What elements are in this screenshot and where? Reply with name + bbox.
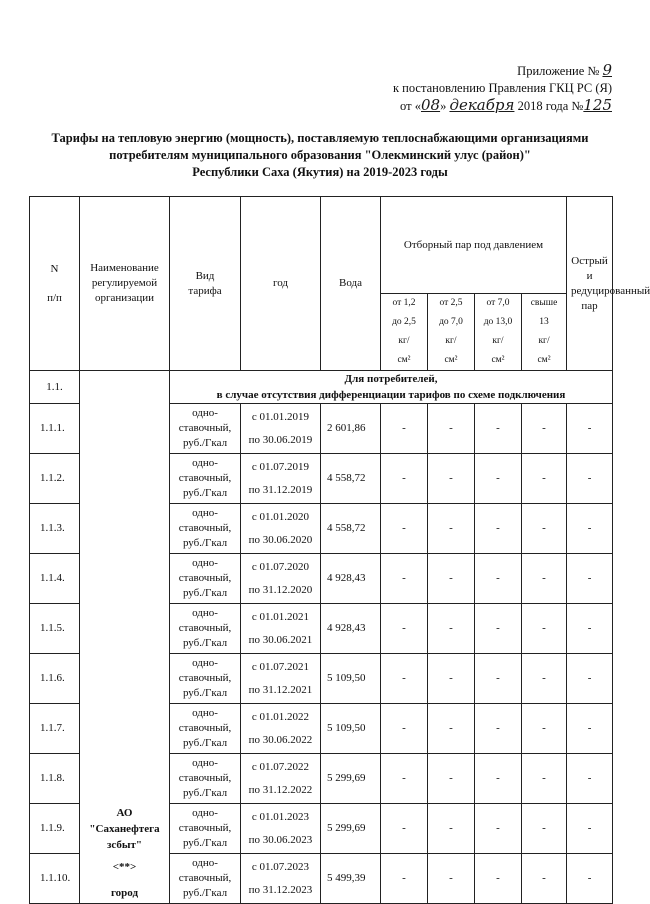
empty-tariff-dash: -: [381, 404, 428, 454]
tariff-type-line-2: ставочный,: [178, 422, 232, 434]
empty-tariff-dash: -: [475, 604, 522, 654]
section-num: 1.1.: [30, 371, 80, 404]
empty-tariff-dash: -: [475, 554, 522, 604]
p3-c: кг/: [492, 336, 504, 346]
row-number: 1.1.3.: [30, 504, 80, 554]
tariff-type-line-1: одно-: [192, 607, 218, 619]
period-to: по 30.06.2022: [248, 733, 313, 746]
tariff-type-cell: [170, 554, 241, 604]
tariff-type-line-1: одно-: [192, 657, 218, 669]
tariff-type-line-3: руб./Гкал: [182, 837, 228, 849]
row-number: 1.1.6.: [30, 654, 80, 704]
water-value: 4 558,72: [321, 504, 381, 554]
empty-tariff-dash: -: [428, 804, 475, 854]
p3-a: от 7,0: [486, 298, 510, 308]
p3-d: см²: [491, 355, 505, 365]
empty-tariff-dash: -: [522, 404, 567, 454]
org-line-1: АО: [116, 807, 133, 819]
water-value: 2 601,86: [321, 404, 381, 454]
empty-tariff-dash: -: [567, 454, 613, 504]
period-from: с 01.07.2022: [251, 760, 310, 773]
p4-c: кг/: [538, 336, 550, 346]
empty-tariff-dash: -: [428, 704, 475, 754]
period-from: с 01.01.2022: [251, 710, 310, 723]
empty-tariff-dash: -: [475, 504, 522, 554]
title-line-3: Республики Саха (Якутия) на 2019-2023 годы: [192, 165, 448, 179]
appendix-line-1: [393, 62, 612, 80]
period-cell: [241, 704, 321, 754]
table-body: [30, 371, 613, 904]
empty-tariff-dash: -: [381, 454, 428, 504]
row-number: 1.1.9.: [30, 804, 80, 854]
tariff-type-line-3: руб./Гкал: [182, 537, 228, 549]
tariff-type-cell: [170, 604, 241, 654]
appendix-line-3: [393, 97, 612, 115]
period-from: с 01.01.2020: [251, 510, 310, 523]
p2-d: см²: [444, 355, 458, 365]
empty-tariff-dash: -: [522, 854, 567, 904]
period-to: по 31.12.2020: [248, 583, 313, 596]
period-to: по 31.12.2022: [248, 783, 313, 796]
period-cell: [241, 454, 321, 504]
empty-tariff-dash: -: [381, 504, 428, 554]
tariff-type-line-1: одно-: [192, 557, 218, 569]
period-to: по 30.06.2023: [248, 833, 313, 846]
tariff-type-line-3: руб./Гкал: [182, 637, 228, 649]
empty-tariff-dash: -: [567, 504, 613, 554]
appendix-from: от «: [400, 99, 421, 113]
period-cell: [241, 654, 321, 704]
tariff-type-cell: [170, 854, 241, 904]
appendix-line-2: к постановлению Правления ГКЦ РС (Я): [392, 81, 612, 95]
period-from: с 01.07.2021: [251, 660, 310, 673]
header-water: Вода: [321, 197, 381, 371]
header-tariff-type: Вид тарифа: [170, 197, 241, 371]
org-line-5: город: [110, 887, 139, 899]
header-steam-group: Отборный пар под давлением: [381, 197, 567, 294]
empty-tariff-dash: -: [567, 804, 613, 854]
row-number: 1.1.10.: [30, 854, 80, 904]
org-line-3: зсбыт": [106, 839, 143, 851]
empty-tariff-dash: -: [475, 754, 522, 804]
period-cell: [241, 404, 321, 454]
tariff-type-line-3: руб./Гкал: [182, 487, 228, 499]
period-cell: [241, 604, 321, 654]
tariff-type-line-3: руб./Гкал: [182, 787, 228, 799]
empty-tariff-dash: -: [475, 704, 522, 754]
appendix-label: Приложение №: [517, 64, 600, 78]
empty-tariff-dash: -: [567, 704, 613, 754]
empty-tariff-dash: -: [381, 804, 428, 854]
tariff-type-line-2: ставочный,: [178, 872, 232, 884]
period-to: по 30.06.2019: [248, 433, 313, 446]
appendix-month-handwritten: декабря: [449, 96, 515, 114]
period-to: по 31.12.2019: [248, 483, 313, 496]
period-to: по 30.06.2020: [248, 533, 313, 546]
period-from: с 01.01.2023: [251, 810, 310, 823]
p4-a: свыше: [530, 298, 558, 308]
row-number: 1.1.2.: [30, 454, 80, 504]
header-pressure-4: [522, 294, 567, 371]
title-line-2: потребителям муниципального образования "Олекминский улус (район)": [109, 148, 531, 162]
appendix-number-handwritten: 9: [602, 61, 612, 79]
empty-tariff-dash: -: [381, 604, 428, 654]
p2-c: кг/: [445, 336, 457, 346]
tariff-type-cell: [170, 404, 241, 454]
period-from: с 01.01.2019: [251, 410, 310, 423]
water-value: 4 558,72: [321, 454, 381, 504]
p1-b: до 2,5: [392, 317, 416, 327]
empty-tariff-dash: -: [381, 704, 428, 754]
tariff-table: [29, 196, 650, 904]
tariff-type-line-2: ставочный,: [178, 672, 232, 684]
p4-d: см²: [537, 355, 551, 365]
empty-tariff-dash: -: [522, 454, 567, 504]
tariff-type-cell: [170, 504, 241, 554]
p2-a: от 2,5: [439, 298, 463, 308]
section-row-top: [30, 371, 613, 388]
p1-d: см²: [397, 355, 411, 365]
header-year: год: [241, 197, 321, 371]
tariff-type-cell: [170, 754, 241, 804]
empty-tariff-dash: -: [475, 654, 522, 704]
row-number: 1.1.1.: [30, 404, 80, 454]
period-from: с 01.07.2020: [251, 560, 310, 573]
header-pp: п/п: [47, 291, 62, 304]
empty-tariff-dash: -: [567, 854, 613, 904]
org-line-4: <**>: [112, 861, 137, 873]
water-value: 4 928,43: [321, 604, 381, 654]
empty-tariff-dash: -: [475, 454, 522, 504]
empty-tariff-dash: -: [522, 804, 567, 854]
tariff-type-line-1: одно-: [192, 707, 218, 719]
org-line-2: "Саханефтега: [89, 823, 160, 835]
water-value: 5 109,50: [321, 654, 381, 704]
empty-tariff-dash: -: [567, 554, 613, 604]
period-cell: [241, 554, 321, 604]
tariff-type-line-1: одно-: [192, 807, 218, 819]
tariff-type-cell: [170, 654, 241, 704]
empty-tariff-dash: -: [522, 654, 567, 704]
empty-tariff-dash: -: [428, 754, 475, 804]
empty-tariff-dash: -: [567, 404, 613, 454]
tariff-type-cell: [170, 704, 241, 754]
period-from: с 01.07.2019: [251, 460, 310, 473]
tariff-type-line-2: ставочный,: [178, 772, 232, 784]
tariff-type-cell: [170, 454, 241, 504]
org-name-cell: [80, 371, 170, 904]
header-pressure-3: [475, 294, 522, 371]
empty-tariff-dash: -: [428, 654, 475, 704]
tariff-type-line-2: ставочный,: [178, 472, 232, 484]
tariff-type-line-1: одно-: [192, 407, 218, 419]
empty-tariff-dash: -: [522, 554, 567, 604]
header-org: Наименование регулируемой организации: [80, 197, 170, 371]
appendix-decree-number-handwritten: 125: [583, 96, 612, 114]
tariff-type-cell: [170, 804, 241, 854]
header-sharp-steam: Острый и редуцированный пар: [567, 197, 613, 371]
tariff-type-line-1: одно-: [192, 857, 218, 869]
empty-tariff-dash: -: [428, 854, 475, 904]
water-value: 5 499,39: [321, 854, 381, 904]
period-to: по 31.12.2023: [248, 883, 313, 896]
empty-tariff-dash: -: [381, 654, 428, 704]
tariff-type-line-3: руб./Гкал: [182, 737, 228, 749]
header-row-1: [30, 197, 613, 294]
period-cell: [241, 754, 321, 804]
empty-tariff-dash: -: [381, 754, 428, 804]
p1-a: от 1,2: [392, 298, 416, 308]
p2-b: до 7,0: [439, 317, 463, 327]
empty-tariff-dash: -: [522, 754, 567, 804]
p1-c: кг/: [398, 336, 410, 346]
tariff-type-line-2: ставочный,: [178, 822, 232, 834]
header-pressure-1: [381, 294, 428, 371]
empty-tariff-dash: -: [522, 504, 567, 554]
p3-b: до 13,0: [483, 317, 513, 327]
period-cell: [241, 804, 321, 854]
period-to: по 31.12.2021: [248, 683, 313, 696]
empty-tariff-dash: -: [428, 554, 475, 604]
document-title: [20, 130, 620, 181]
tariff-type-line-3: руб./Гкал: [182, 437, 228, 449]
tariff-type-line-1: одно-: [192, 457, 218, 469]
period-from: с 01.07.2023: [251, 860, 310, 873]
empty-tariff-dash: -: [567, 754, 613, 804]
row-number: 1.1.8.: [30, 754, 80, 804]
empty-tariff-dash: -: [428, 504, 475, 554]
empty-tariff-dash: -: [428, 604, 475, 654]
period-to: по 30.06.2021: [248, 633, 313, 646]
water-value: 5 299,69: [321, 804, 381, 854]
empty-tariff-dash: -: [428, 404, 475, 454]
tariff-type-line-3: руб./Гкал: [182, 587, 228, 599]
water-value: 5 299,69: [321, 754, 381, 804]
period-cell: [241, 504, 321, 554]
empty-tariff-dash: -: [475, 804, 522, 854]
header-num: [30, 197, 80, 371]
period-from: с 01.01.2021: [251, 610, 310, 623]
header-pressure-2: [428, 294, 475, 371]
p4-b: 13: [539, 317, 549, 327]
period-cell: [241, 854, 321, 904]
appendix-quote-close: »: [440, 99, 447, 113]
water-value: 5 109,50: [321, 704, 381, 754]
water-value: 4 928,43: [321, 554, 381, 604]
empty-tariff-dash: -: [381, 854, 428, 904]
tariff-type-line-1: одно-: [192, 757, 218, 769]
tariff-type-line-3: руб./Гкал: [182, 687, 228, 699]
row-number: 1.1.4.: [30, 554, 80, 604]
tariff-type-line-2: ставочный,: [178, 572, 232, 584]
empty-tariff-dash: -: [428, 454, 475, 504]
empty-tariff-dash: -: [567, 604, 613, 654]
tariff-type-line-2: ставочный,: [178, 622, 232, 634]
empty-tariff-dash: -: [567, 654, 613, 704]
empty-tariff-dash: -: [522, 604, 567, 654]
header-n: N: [50, 262, 59, 275]
row-number: 1.1.7.: [30, 704, 80, 754]
appendix-block: [393, 62, 612, 115]
empty-tariff-dash: -: [475, 404, 522, 454]
appendix-year: 2018 года №: [517, 99, 584, 113]
tariff-type-line-3: руб./Гкал: [182, 887, 228, 899]
section-heading-2: в случае отсутствия дифференциации тарифов по схеме подключения: [170, 387, 613, 404]
tariff-type-line-1: одно-: [192, 507, 218, 519]
title-line-1: Тарифы на тепловую энергию (мощность), поставляемую теплоснабжающими организациями: [51, 131, 589, 145]
empty-tariff-dash: -: [475, 854, 522, 904]
tariff-type-line-2: ставочный,: [178, 722, 232, 734]
row-number: 1.1.5.: [30, 604, 80, 654]
empty-tariff-dash: -: [381, 554, 428, 604]
tariff-type-line-2: ставочный,: [178, 522, 232, 534]
empty-tariff-dash: -: [522, 704, 567, 754]
section-heading-1: Для потребителей,: [170, 371, 613, 388]
appendix-day-handwritten: 08: [420, 96, 441, 114]
